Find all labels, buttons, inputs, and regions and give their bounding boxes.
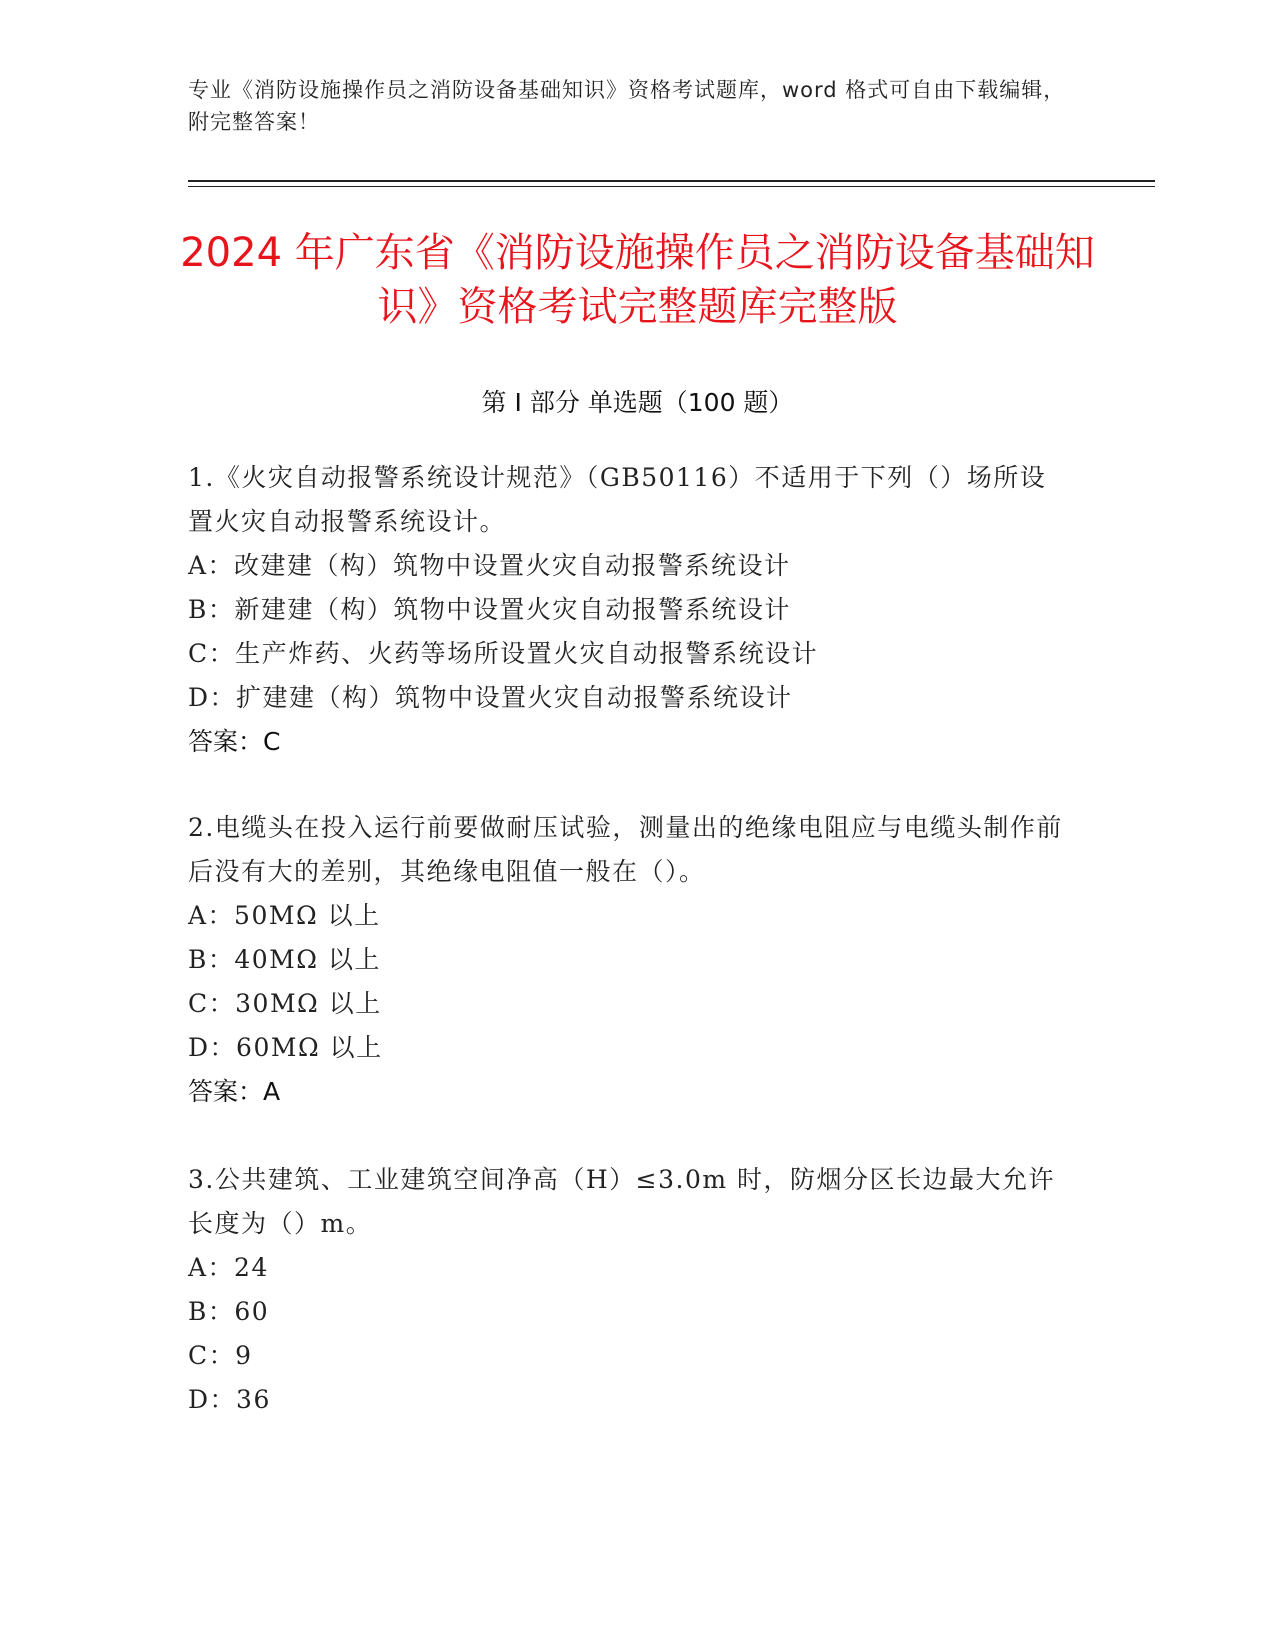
question-text: 3.公共建筑、工业建筑空间净高（H）≤3.0m 时，防烟分区长边最大允许长度为（）m。: [188, 1165, 1056, 1238]
question-3: [188, 1158, 1068, 1422]
header-note: 专业《消防设施操作员之消防设备基础知识》资格考试题库，word 格式可自由下载编辑，附完整答案！: [188, 78, 1066, 134]
question-1: [188, 456, 1068, 764]
option-a: A：50MΩ 以上: [188, 901, 381, 930]
option-c: C：9: [188, 1341, 253, 1370]
option-d: D：60MΩ 以上: [188, 1033, 383, 1062]
option-a: A：改建建（构）筑物中设置火灾自动报警系统设计: [188, 551, 791, 580]
question-text: 1.《火灾自动报警系统设计规范》（GB50116）不适用于下列（）场所设置火灾自动报警系统设计。: [188, 463, 1047, 536]
option-b: B：新建建（构）筑物中设置火灾自动报警系统设计: [188, 595, 791, 624]
answer: 答案：C: [188, 727, 281, 756]
option-b: B：40MΩ 以上: [188, 945, 381, 974]
answer: 答案：A: [188, 1077, 281, 1106]
question-2: [188, 806, 1068, 1114]
option-b: B：60: [188, 1297, 270, 1326]
header-divider-thin: [188, 186, 1155, 187]
header-divider-thick: [188, 180, 1155, 182]
question-text: 2.电缆头在投入运行前要做耐压试验，测量出的绝缘电阻应与电缆头制作前后没有大的差别，其绝缘电阻值一般在（）。: [188, 813, 1063, 886]
section-heading: 第 I 部分 单选题（100 题）: [481, 388, 794, 417]
option-c: C：生产炸药、火药等场所设置火灾自动报警系统设计: [188, 639, 819, 668]
option-d: D：扩建建（构）筑物中设置火灾自动报警系统设计: [188, 683, 793, 712]
document-title: 2024 年广东省《消防设施操作员之消防设备基础知识》资格考试完整题库完整版: [180, 230, 1095, 330]
option-d: D：36: [188, 1385, 271, 1414]
option-c: C：30MΩ 以上: [188, 989, 382, 1018]
option-a: A：24: [188, 1253, 269, 1282]
